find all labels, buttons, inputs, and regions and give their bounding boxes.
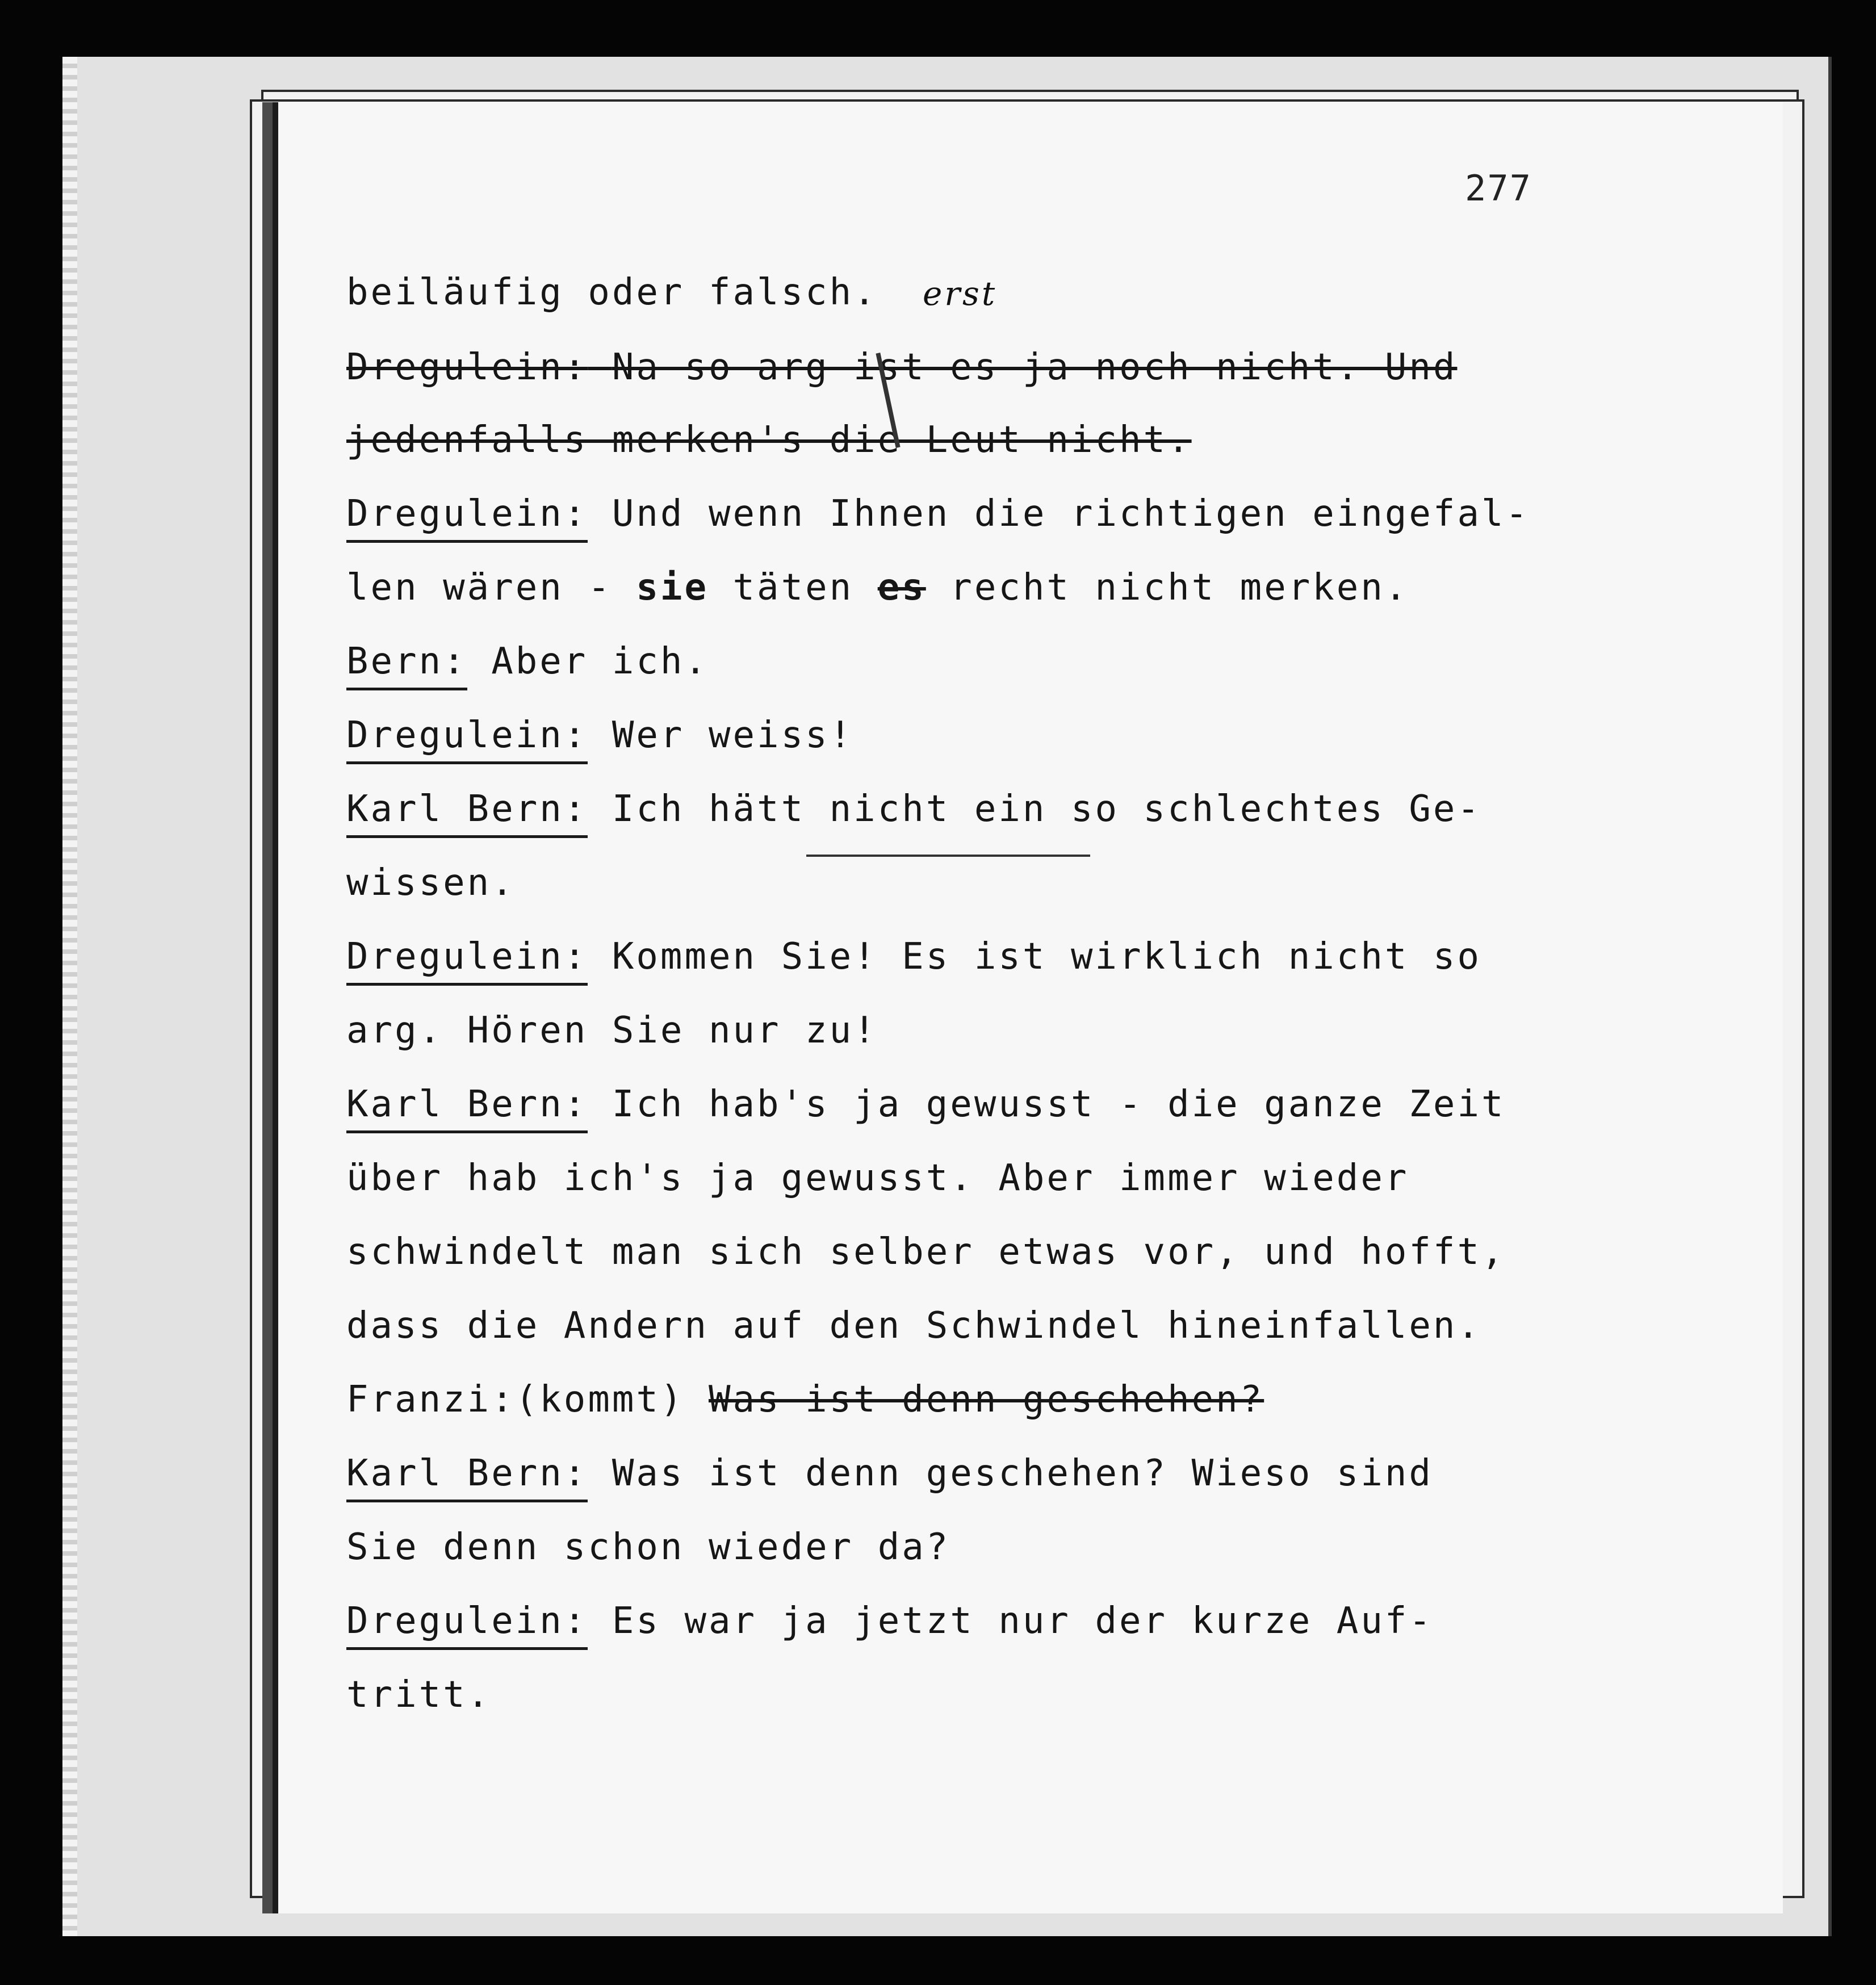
struck-text: Na so arg ist es ja noch nicht. Und: [612, 346, 1458, 388]
text-line: [346, 1305, 1481, 1347]
line-text: Wer weiss!: [612, 714, 854, 756]
speaker-label: Karl Bern:: [346, 1455, 588, 1502]
line-text: len wären -: [346, 567, 636, 609]
text-line: [346, 1674, 492, 1716]
line-text: Es war ja jetzt nur der kurze Auf-: [612, 1600, 1433, 1642]
page-number: 277: [1465, 167, 1532, 209]
line-text: Ich hab's ja gewusst - die ganze Zeit: [612, 1083, 1506, 1125]
speaker-label: Dregulein:: [346, 939, 588, 986]
struck-text: Was ist denn geschehen?: [708, 1379, 1264, 1421]
line-text: tritt.: [346, 1674, 492, 1716]
struck-line: [346, 346, 1458, 388]
line-text: dass die Andern auf den Schwindel hineinfallen.: [346, 1305, 1481, 1347]
dialogue-line: [346, 493, 1530, 543]
dialogue-line: [346, 1083, 1506, 1133]
text-line: [346, 1526, 950, 1568]
deleted-word: es: [877, 567, 926, 609]
struck-line: [346, 419, 1192, 461]
line-text: Sie denn schon wieder da?: [346, 1526, 950, 1568]
text-line: [346, 567, 1409, 609]
bold-word: sie: [636, 567, 709, 609]
line-text: arg. Hören Sie nur zu!: [346, 1010, 878, 1052]
dialogue-line: [346, 1379, 1264, 1421]
speaker-label: Bern:: [346, 643, 467, 690]
dialogue-line: [346, 1452, 1433, 1502]
speaker-label: Karl Bern:: [346, 1086, 588, 1133]
speaker-label: Dregulein:: [346, 1603, 588, 1650]
text-line: [346, 1231, 1506, 1273]
speaker-label: Karl Bern:: [346, 791, 588, 838]
line-text: schwindelt man sich selber etwas vor, und hofft,: [346, 1231, 1506, 1273]
line-text: Und wenn Ihnen die richtigen eingefal-: [612, 493, 1530, 535]
line-text: Was ist denn geschehen? Wieso sind: [612, 1452, 1433, 1494]
torn-edge: [62, 57, 77, 1936]
struck-text: jedenfalls merken's die Leut nicht.: [346, 419, 1192, 461]
speaker-label: Franzi:: [346, 1379, 516, 1421]
pencil-underline: [806, 855, 1090, 857]
line-text: Aber ich.: [491, 640, 709, 682]
dialogue-line: [346, 936, 1481, 986]
line-text: recht nicht merken.: [926, 567, 1409, 609]
dialogue-line: [346, 1600, 1433, 1650]
text-line: [346, 271, 878, 313]
dialogue-line: [346, 714, 854, 764]
line-text: Kommen Sie! Es ist wirklich nicht so: [612, 936, 1481, 978]
line-text: beiläufig oder falsch.: [346, 271, 878, 313]
speaker-label: Dregulein:: [346, 346, 588, 388]
line-text: über hab ich's ja gewusst. Aber immer wieder: [346, 1157, 1409, 1199]
dialogue-line: [346, 640, 709, 690]
speaker-label: Dregulein:: [346, 496, 588, 543]
text-line: [346, 1157, 1409, 1199]
line-text: Ich hätt nicht ein so schlechtes Ge-: [612, 788, 1481, 830]
dialogue-line: [346, 788, 1481, 838]
handwritten-insert: erst: [923, 274, 998, 313]
line-text: wissen.: [346, 862, 516, 904]
text-line: [346, 1010, 878, 1052]
line-text: täten: [708, 567, 878, 609]
stage-direction: (kommt): [515, 1379, 709, 1421]
speaker-label: Dregulein:: [346, 717, 588, 764]
text-line: [346, 862, 516, 904]
